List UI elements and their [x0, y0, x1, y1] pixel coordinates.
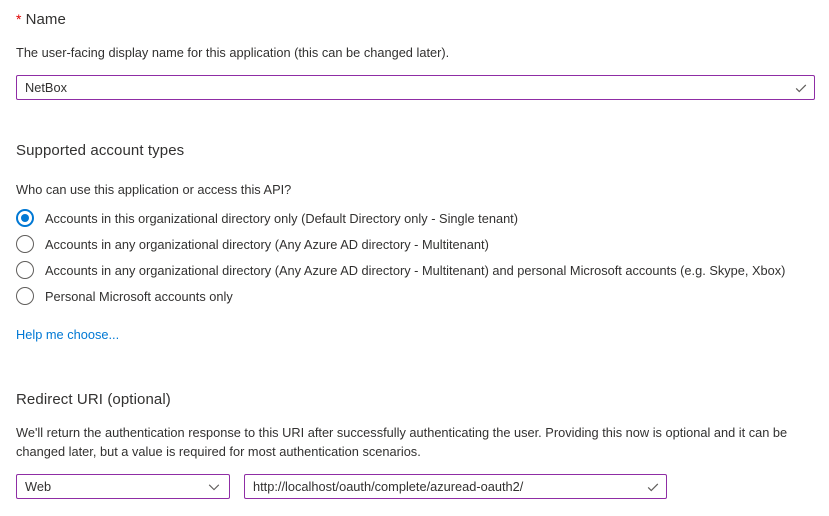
- redirect-uri-input-container: [244, 474, 667, 499]
- platform-select-value: Web: [25, 479, 52, 494]
- supported-account-types-heading: Supported account types: [16, 142, 185, 159]
- redirect-uri-input[interactable]: [244, 474, 667, 499]
- account-types-radio-group: [16, 205, 785, 309]
- name-label-text: Name: [25, 11, 66, 28]
- account-types-question: Who can use this application or access this API?: [16, 182, 292, 197]
- required-asterisk: *: [16, 11, 22, 27]
- radio-button-icon[interactable]: [16, 261, 34, 279]
- radio-option-personal-only[interactable]: [16, 283, 785, 309]
- radio-option-label: Accounts in this organizational directory only (Default Directory only - Single tenant): [45, 210, 518, 226]
- name-section-label: [16, 11, 66, 28]
- platform-select[interactable]: [16, 474, 230, 499]
- radio-option-single-tenant[interactable]: [16, 205, 785, 231]
- radio-option-label: Personal Microsoft accounts only: [45, 288, 233, 304]
- radio-option-multitenant[interactable]: [16, 231, 785, 257]
- chevron-down-icon: [207, 480, 221, 494]
- radio-option-label: Accounts in any organizational directory (Any Azure AD directory - Multitenant): [45, 236, 489, 252]
- radio-option-multitenant-personal[interactable]: [16, 257, 785, 283]
- redirect-uri-description: We'll return the authentication response to this URI after successfully authenticating the user. Providing this now is optional and it can be changed later, but a value is required for most authentication scenarios.: [16, 425, 788, 459]
- name-input-container: [16, 75, 815, 100]
- help-me-choose-link[interactable]: Help me choose...: [16, 327, 120, 342]
- redirect-uri-heading: Redirect URI (optional): [16, 391, 171, 408]
- redirect-uri-row: [16, 474, 815, 499]
- radio-button-icon[interactable]: [16, 209, 34, 227]
- radio-button-icon[interactable]: [16, 287, 34, 305]
- radio-option-label: Accounts in any organizational directory (Any Azure AD directory - Multitenant) and personal Microsoft accounts (e.g. Skype, Xbox): [45, 262, 786, 278]
- name-input[interactable]: [16, 75, 815, 100]
- name-description: The user-facing display name for this application (this can be changed later).: [16, 45, 450, 60]
- radio-button-icon[interactable]: [16, 235, 34, 253]
